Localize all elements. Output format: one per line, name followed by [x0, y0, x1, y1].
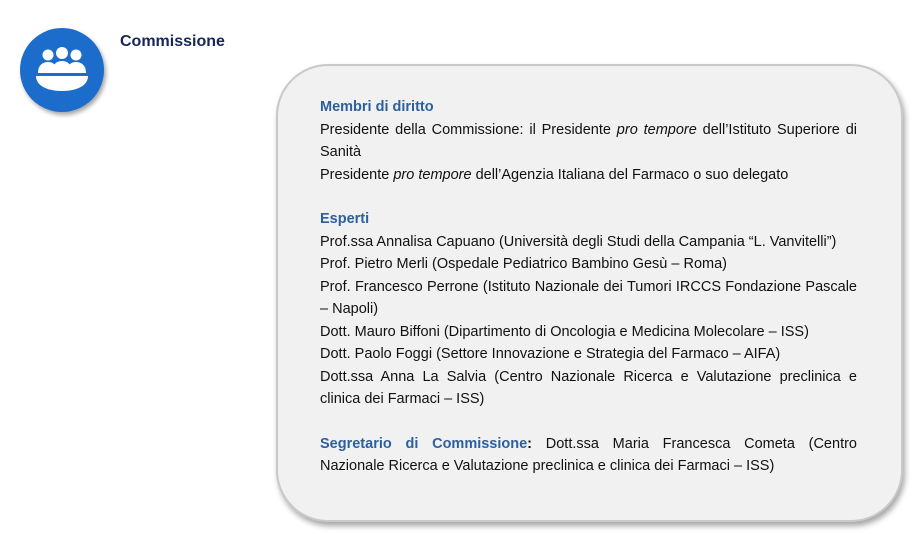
page-title: Commissione	[120, 33, 225, 50]
esperti-item: Dott. Paolo Foggi (Settore Innovazione e Strategia del Farmaco – AIFA)	[320, 346, 781, 362]
membri-line-1-text: Presidente della Commissione: il Presidente	[320, 121, 617, 138]
membri-heading: Membri di diritto	[320, 99, 434, 115]
esperti-item: Dott.ssa Anna La Salvia (Centro Nazionale Ricerca e Valutazione preclinica e clinica dei Farmaci – ISS)	[320, 368, 857, 407]
membri-line-2-italic: pro tempore	[393, 166, 472, 183]
membri-line-2-text-end: dell’Agenzia Italiana del Farmaco o suo delegato	[471, 166, 789, 183]
group-meeting-icon	[34, 46, 90, 94]
membri-line-1-text-end: dell’Istituto Superiore di Sanità	[320, 121, 857, 160]
esperti-heading: Esperti	[320, 211, 370, 227]
esperti-item: Prof. Pietro Merli (Ospedale Pediatrico Bambino Gesù – Roma)	[320, 256, 727, 272]
segretario-text: Dott.ssa Maria Francesca Cometa (Centro Nazionale Ricerca e Valutazione preclinica e clinica dei Farmaci – ISS)	[320, 435, 857, 474]
esperti-item: Prof. Francesco Perrone (Istituto Nazionale dei Tumori IRCCS Fondazione Pascale – Napoli)	[320, 278, 857, 317]
membri-line-2-text: Presidente	[320, 166, 394, 183]
segretario-colon: :	[527, 435, 533, 452]
membri-section	[320, 96, 857, 186]
membri-line-1-italic: pro tempore	[616, 121, 697, 138]
segretario-heading: Segretario di Commissione	[320, 435, 528, 452]
commission-icon-badge	[20, 28, 104, 112]
esperti-item: Dott. Mauro Biffoni (Dipartimento di Oncologia e Medicina Molecolare – ISS)	[320, 323, 809, 340]
spacer	[320, 186, 857, 208]
esperti-item: Prof.ssa Annalisa Capuano (Università degli Studi della Campania “L. Vanvitelli”)	[320, 233, 837, 250]
segretario-section	[320, 433, 857, 478]
membri-line-1	[320, 119, 857, 164]
membri-line-2	[320, 164, 857, 187]
commission-card	[276, 64, 903, 522]
esperti-section	[320, 208, 857, 411]
spacer	[320, 411, 857, 433]
